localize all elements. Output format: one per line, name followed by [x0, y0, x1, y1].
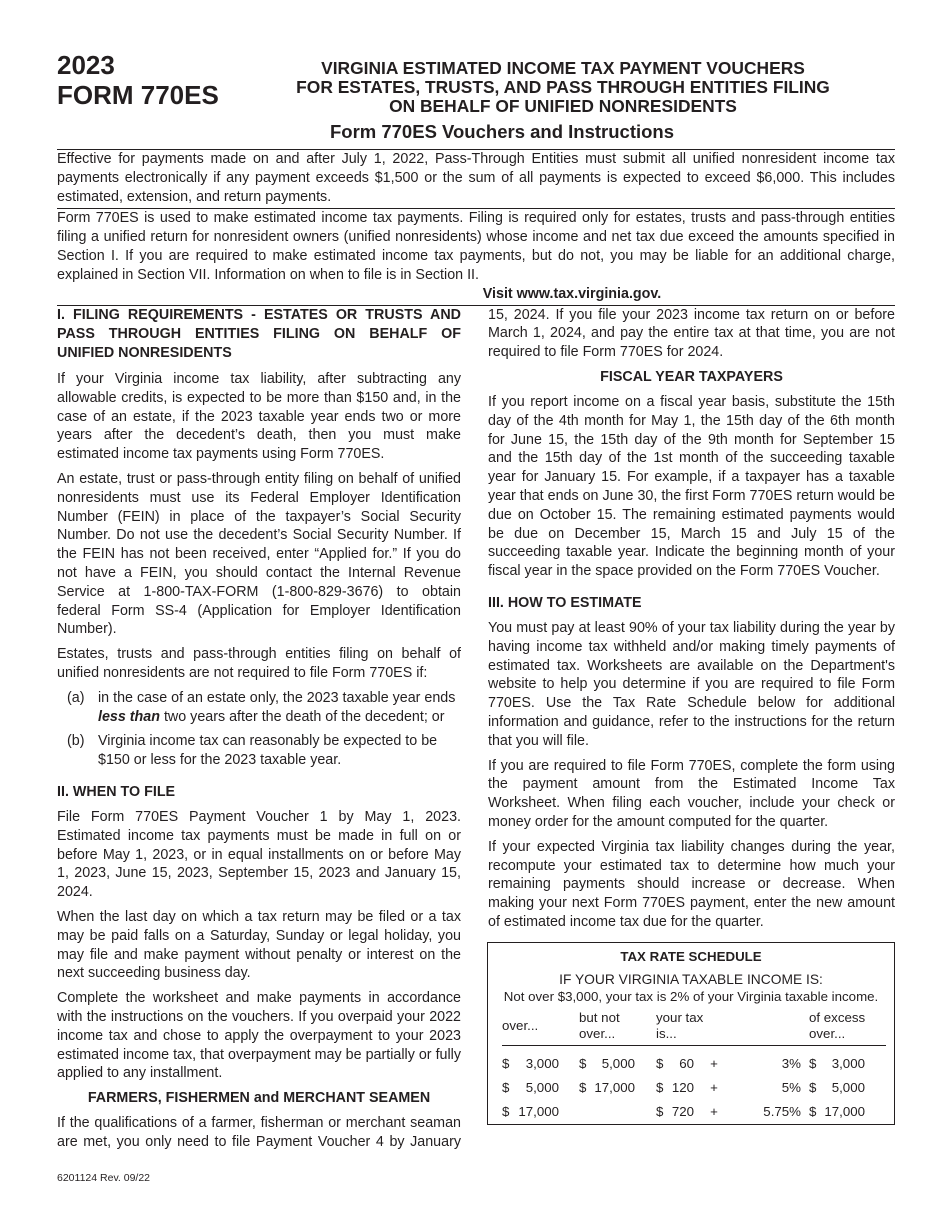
tax-rate-schedule-title: TAX RATE SCHEDULE — [620, 949, 762, 964]
column-header-rate — [724, 1010, 809, 1046]
column-header-of-excess-over: of excess over... — [809, 1010, 886, 1046]
column-header-plus — [704, 1010, 724, 1046]
section-1-paragraph: Estates, trusts and pass-through entities filing on behalf of unified nonresidents are not required to file Form 770ES if: — [57, 646, 461, 681]
electronic-payment-notice: Effective for payments made on and after July 1, 2022, Pass-Through Entities must submit all unified nonresident income tax payments electronically if any payment exceeds $1,500 or the sum of all payments is expected to exceed $6,000. This includes estimated, extension, and return payments. — [57, 151, 895, 205]
farmers-paragraph-start: If the qualifications of a farmer, fisherman or merchant seaman are met, you only need to file Payment Voucher 4 by January — [57, 1115, 461, 1150]
section-2-heading: II. WHEN TO FILE — [57, 783, 176, 800]
document-title — [238, 59, 888, 116]
section-2-paragraph: When the last day on which a tax return may be filed or a tax may be paid falls on a Saturday, Sunday or legal holiday, you may file and make payment without penalty or interest on the next succeeding business day. — [57, 908, 461, 982]
fiscal-year-paragraph: If you report income on a fiscal year basis, substitute the 15th day of the 4th month for May 1, the 15th day of the 6th month for June 15, the 15th day of the 9th month for September 15 and the 15th day of the 1st month of the succeeding taxable year for January 15. For example, if a taxpayer has a taxable year that ends on June 30, the first Form 770ES return would be due on October 15. The remaining estimated payments would be due on December 15, March 15 and July 15 of the succeeding taxable year. Indicate the beginning month of your fiscal year in the space provided on the Form 770ES Voucher. — [488, 394, 895, 580]
section-3-paragraph: If you are required to file Form 770ES, complete the form using the payment amount from the Estimated Income Tax Worksheet. When filing each voucher, include your check or money order for the amount computed for the quarter. — [488, 757, 895, 830]
list-item-text: in the case of an estate only, the 2023 taxable year ends less than two years after the death of the decedent; or — [98, 689, 456, 725]
section-3-paragraph: You must pay at least 90% of your tax liability during the year by having income tax withheld and/or making timely payments of estimated tax. Worksheets are available on the Department's website to help you determine if you are required to file Form 770ES. Use the Tax Rate Schedule below for additional information and guidance, refer to the instructions for the return that you will file. — [488, 619, 895, 749]
farmers-paragraph-text: 15, 2024. If you file your 2023 income tax return on or before March 1, 2024, and pay the entire tax at that time, you are not required to file Form 770ES for 2024. — [488, 306, 895, 361]
section-3-heading: III. HOW TO ESTIMATE — [488, 594, 642, 611]
right-column — [488, 306, 895, 938]
list-item-label: (a) — [67, 689, 85, 706]
table-row: $ 17,000 $ 720 + 5.75% $ 17,000 — [502, 1103, 865, 1119]
section-1-paragraph: If your Virginia income tax liability, after subtracting any allowable credits, is expected to be more than $150 and, in the case of an estate, if the 2023 taxable year ends two or more years after the decedent’s death, then you must make estimated income tax payments using Form 770ES. — [57, 371, 461, 463]
title-line-2: FOR ESTATES, TRUSTS, AND PASS THROUGH ENTITIES FILING — [296, 77, 830, 97]
section-1-paragraph: An estate, trust or pass-through entity filing on behalf of unified nonresidents must use its Federal Employer Identification Number (FEIN) in place of the taxpayer’s Social Security Number. Do not use the decedent’s Social Security Number. If the FEIN has not been received, enter “Applied for.” If you do not have a FEIN, you should contact the Internal Revenue Service at 1-800-TAX-FORM (1-800-829-3676) to obtain federal Form SS-4 (Application for Employer Identification Number). — [57, 470, 461, 638]
title-line-3: ON BEHALF OF UNIFIED NONRESIDENTS — [389, 96, 737, 116]
tax-rate-schedule — [487, 942, 895, 1125]
farmers-paragraph-continued — [488, 306, 895, 362]
column-header-your-tax: your tax is... — [656, 1010, 704, 1046]
section-2-paragraph: Complete the worksheet and make payments in accordance with the instructions on the vouchers. If you overpaid your 2022 income tax and chose to apply the overpayment to your 2023 estimated income tax, that overpayment may be partially or fully applied to any installment. — [57, 990, 461, 1082]
column-header-but-not-over: but not over... — [579, 1010, 656, 1046]
form-revision-code: 6201124 Rev. 09/22 — [57, 1172, 151, 1184]
table-row: $ 3,000 $ 5,000 $ 60 + 3% $ 3,000 — [502, 1055, 865, 1071]
list-item-text: Virginia income tax can reasonably be expected to be $150 or less for the 2023 taxable year. — [98, 733, 438, 769]
document-subtitle: Form 770ES Vouchers and Instructions — [329, 121, 675, 142]
title-line-1: VIRGINIA ESTIMATED INCOME TAX PAYMENT VOUCHERS — [321, 58, 805, 78]
form-number: FORM 770ES — [57, 80, 219, 110]
form-year: 2023 — [57, 50, 115, 80]
list-item-label: (b) — [67, 733, 85, 750]
tax-rate-schedule-note: Not over $3,000, your tax is 2% of your Virginia taxable income. — [503, 989, 879, 1004]
section-2-paragraph: File Form 770ES Payment Voucher 1 by May 1, 2023. Estimated income tax payments must be made in full on or before May 1, 2023, or in equal installments on or before May 1, 2023, June 15, 2023, September 15, 2023 and January 15, 2024. — [57, 808, 461, 901]
tax-rate-table — [502, 1010, 886, 1120]
left-column — [57, 306, 461, 1158]
section-3-paragraph: If your expected Virginia tax liability changes during the year, recompute your estimated tax to determine how much your remaining payments should increase or decrease. When making your next Form 770ES payment, enter the new amount of estimated income tax due for the quarter. — [488, 838, 895, 930]
column-header-over: over... — [502, 1010, 579, 1046]
intro-paragraph: Form 770ES is used to make estimated income tax payments. Filing is required only for estates, trusts and pass-through entities filing a unified return for nonresident owners (unified nonresidents) whose income and net tax due exceed the amounts specified in Section I. If you are required to make estimated income tax payments, but do not, you may be liable for an additional charge, explained in Section VII. Information on when to file is in Section II. — [57, 210, 895, 283]
tax-rate-schedule-condition: IF YOUR VIRGINIA TAXABLE INCOME IS: — [559, 972, 823, 987]
table-row: $ 5,000 $ 17,000 $ 120 + 5% $ 5,000 — [502, 1079, 865, 1095]
fiscal-year-heading: FISCAL YEAR TAXPAYERS — [600, 369, 783, 385]
visit-website-note: Visit www.tax.virginia.gov. — [482, 286, 662, 302]
section-1-heading: I. FILING REQUIREMENTS - ESTATES OR TRUSTS AND PASS THROUGH ENTITIES FILING ON BEHALF OF UNIFIED NONRESIDENTS — [57, 307, 461, 361]
farmers-heading: FARMERS, FISHERMEN and MERCHANT SEAMEN — [87, 1090, 431, 1107]
list-item — [67, 689, 461, 727]
list-item — [67, 732, 461, 770]
